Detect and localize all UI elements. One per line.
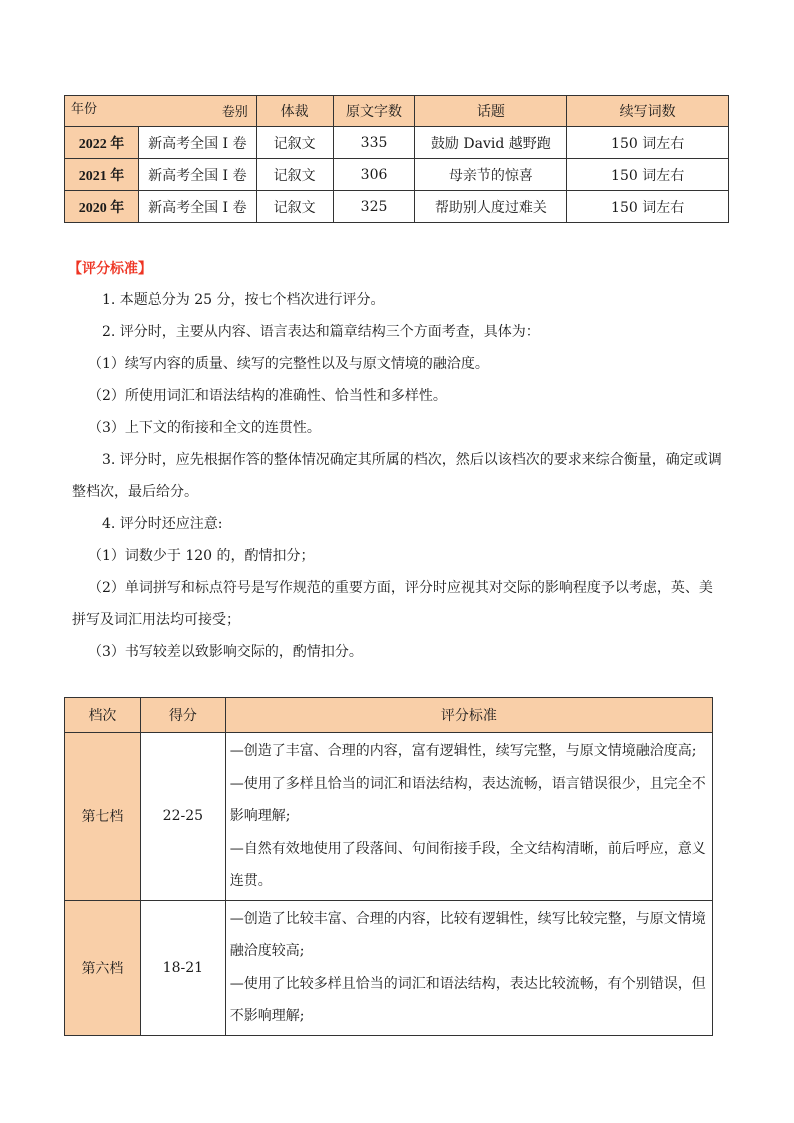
topic-cell: 母亲节的惊喜: [415, 159, 567, 191]
target-words-cell: 150 词左右: [567, 127, 729, 159]
standard-cell: [225, 733, 712, 901]
word-count-cell: 325: [333, 191, 415, 223]
criteria-line: （1）词数少于 120 的，酌情扣分；: [88, 548, 315, 564]
table-row: [65, 159, 729, 191]
word-count-cell: 306: [333, 159, 415, 191]
target-words-cell: 150 词左右: [567, 191, 729, 223]
paper-cell: 新高考全国 I 卷: [138, 127, 256, 159]
level-cell: 第六档: [65, 900, 141, 1035]
table-header-row: [65, 698, 713, 733]
target-words-cell: 150 词左右: [567, 159, 729, 191]
level-header: 档次: [65, 698, 141, 733]
level-cell: 第七档: [65, 733, 141, 901]
table-row: [65, 191, 729, 223]
score-header: 得分: [140, 698, 225, 733]
table-row: [65, 900, 713, 1035]
genre-header: 体裁: [256, 96, 333, 127]
criteria-line: 1. 本题总分为 25 分，按七个档次进行评分。: [102, 292, 385, 308]
year-cell: 2020 年: [65, 191, 139, 223]
standard-cell: [225, 900, 712, 1035]
standard-line: —创造了丰富、合理的内容，富有逻辑性，续写完整，与原文情境融洽度高;: [229, 743, 697, 759]
criteria-line: （1）续写内容的质量、续写的完整性以及与原文情境的融洽度。: [88, 356, 489, 372]
target-words-header: 续写词数: [567, 96, 729, 127]
topic-cell: 鼓励 David 越野跑: [415, 127, 567, 159]
table-row: [65, 127, 729, 159]
genre-cell: 记叙文: [256, 191, 333, 223]
standard-line: 融洽度较高;: [229, 943, 305, 959]
genre-cell: 记叙文: [256, 127, 333, 159]
topic-cell: 帮助别人度过难关: [415, 191, 567, 223]
standard-line: 不影响理解;: [229, 1008, 305, 1024]
standard-line: —创造了比较丰富、合理的内容，比较有逻辑性，续写比较完整，与原文情境: [229, 910, 706, 927]
table-row: [65, 733, 713, 901]
scoring-level-table: [64, 697, 713, 1036]
standard-line: —使用了多样且恰当的词汇和语法结构，表达流畅，语言错误很少，且完全不: [229, 775, 706, 792]
topic-header: 话题: [415, 96, 567, 127]
exam-summary-table: [64, 95, 729, 223]
criteria-line: 整档次，最后给分。: [72, 484, 198, 500]
standard-line: 连贯。: [229, 873, 272, 889]
criteria-line: （3）上下文的衔接和全文的连贯性。: [88, 420, 321, 436]
standard-line: —使用了比较多样且恰当的词汇和语法结构，表达比较流畅，有个别错误，但: [229, 975, 706, 992]
standard-line: 影响理解;: [229, 808, 291, 824]
paper-cell: 新高考全国 I 卷: [138, 159, 256, 191]
criteria-line: 拼写及词汇用法均可接受；: [72, 612, 240, 628]
criteria-line: （2）单词拼写和标点符号是写作规范的重要方面，评分时应视其对交际的影响程度予以考虑，英、美: [88, 580, 713, 596]
year-cell: 2022 年: [65, 127, 139, 159]
genre-cell: 记叙文: [256, 159, 333, 191]
paper-header: 卷别: [221, 105, 248, 120]
standard-header: 评分标准: [225, 698, 712, 733]
criteria-line: 3. 评分时，应先根据作答的整体情况确定其所属的档次，然后以该档次的要求来综合衡量，确定或调: [102, 452, 722, 468]
paper-cell: 新高考全国 I 卷: [138, 191, 256, 223]
score-cell: 22-25: [140, 733, 225, 901]
year-cell: 2021 年: [65, 159, 139, 191]
criteria-line: （3）书写较差以致影响交际的，酌情扣分。: [88, 644, 363, 660]
score-cell: 18-21: [140, 900, 225, 1035]
table-header-row: [65, 96, 729, 127]
criteria-line: 2. 评分时，主要从内容、语言表达和篇章结构三个方面考查，具体为：: [102, 324, 540, 340]
criteria-line: 4. 评分时还应注意:: [102, 516, 223, 532]
year-header: 年份: [71, 102, 98, 117]
criteria-heading: 【评分标准】: [68, 261, 152, 277]
word-count-header: 原文字数: [333, 96, 415, 127]
standard-line: —自然有效地使用了段落间、句间衔接手段，全文结构清晰，前后呼应，意义: [229, 840, 706, 857]
criteria-line: （2）所使用词汇和语法结构的准确性、恰当性和多样性。: [88, 388, 447, 404]
diagonal-header-cell: [65, 96, 257, 127]
word-count-cell: 335: [333, 127, 415, 159]
